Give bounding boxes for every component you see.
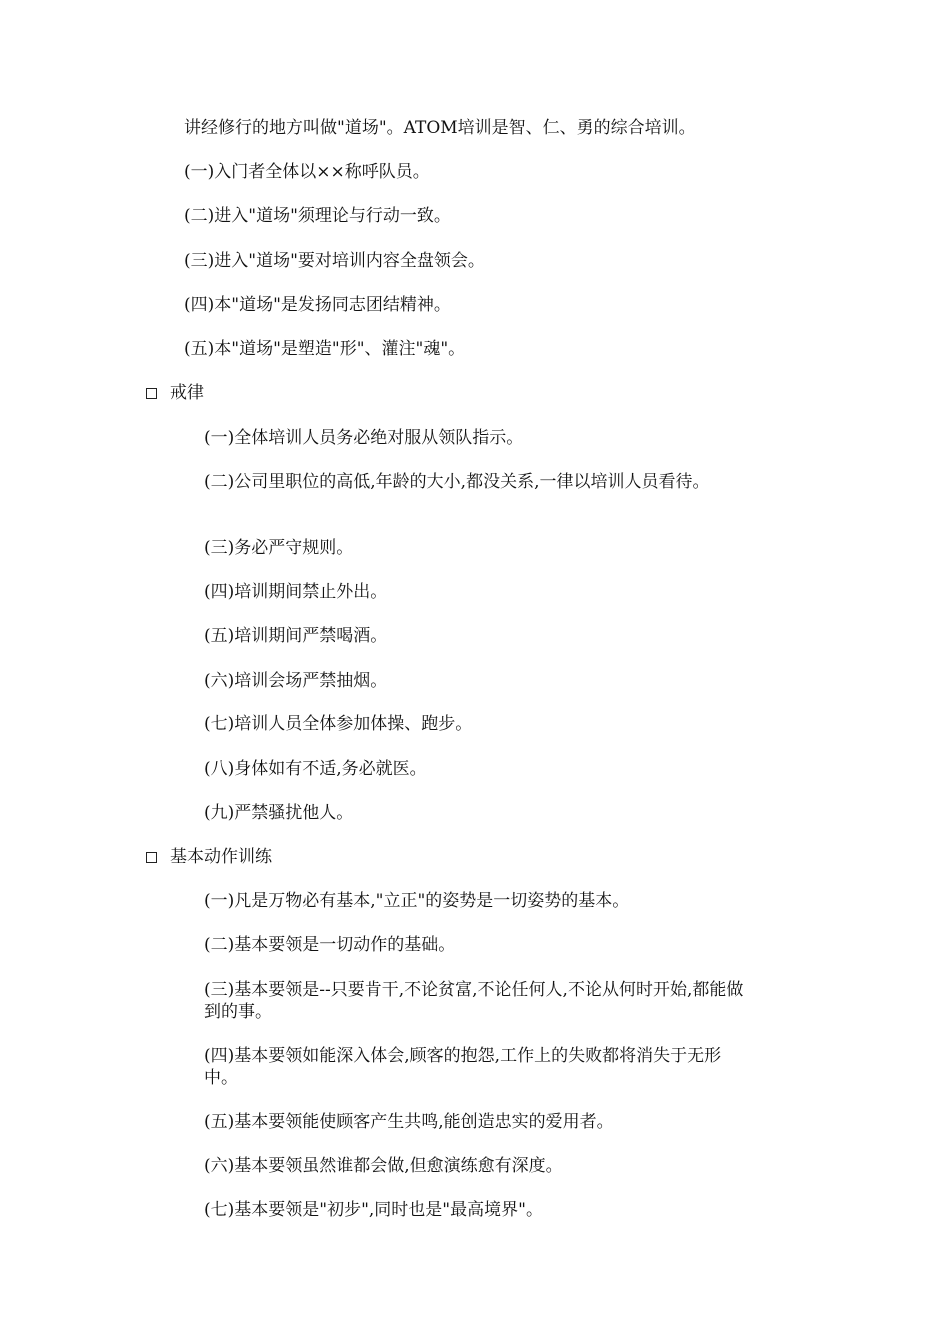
intro-item-2: (二)进入"道场"须理论与行动一致。 xyxy=(184,206,451,226)
training-item-7: (七)基本要领是"初步",同时也是"最高境界"。 xyxy=(204,1200,543,1220)
intro-item-1: (一)入门者全体以××称呼队员。 xyxy=(184,162,430,182)
checkbox-icon xyxy=(146,852,157,863)
discipline-item-8: (八)身体如有不适,务必就医。 xyxy=(204,759,427,779)
discipline-item-1: (一)全体培训人员务必绝对服从领队指示。 xyxy=(204,428,524,448)
training-item-2: (二)基本要领是一切动作的基础。 xyxy=(204,935,456,955)
intro-item-5: (五)本"道场"是塑造"形"、灌注"魂"。 xyxy=(184,339,466,359)
section-heading-discipline xyxy=(146,382,204,404)
discipline-item-6: (六)培训会场严禁抽烟。 xyxy=(204,671,388,691)
discipline-item-2: (二)公司里职位的高低,年龄的大小,都没关系,一律以培训人员看待。 xyxy=(204,472,710,492)
intro-lead: 讲经修行的地方叫做"道场"。ATOM培训是智、仁、勇的综合培训。 xyxy=(184,118,696,138)
training-item-4: (四)基本要领如能深入体会,顾客的抱怨,工作上的失败都将消失于无形中。 xyxy=(204,1046,722,1088)
discipline-item-4: (四)培训期间禁止外出。 xyxy=(204,582,388,602)
training-item-5: (五)基本要领能使顾客产生共鸣,能创造忠实的爱用者。 xyxy=(204,1112,614,1132)
discipline-item-3: (三)务必严守规则。 xyxy=(204,538,354,558)
section-title: 戒律 xyxy=(170,383,204,403)
intro-item-4: (四)本"道场"是发扬同志团结精神。 xyxy=(184,295,451,315)
training-item-1: (一)凡是万物必有基本,"立正"的姿势是一切姿势的基本。 xyxy=(204,891,630,911)
intro-item-3: (三)进入"道场"要对培训内容全盘领会。 xyxy=(184,251,485,271)
training-item-3: (三)基本要领是--只要肯干,不论贫富,不论任何人,不论从何时开始,都能做到的事。 xyxy=(204,980,744,1022)
discipline-item-7: (七)培训人员全体参加体操、跑步。 xyxy=(204,714,473,734)
training-item-6: (六)基本要领虽然谁都会做,但愈演练愈有深度。 xyxy=(204,1156,563,1176)
discipline-item-9: (九)严禁骚扰他人。 xyxy=(204,803,354,823)
checkbox-icon xyxy=(146,388,157,399)
section-title: 基本动作训练 xyxy=(170,847,272,867)
discipline-item-5: (五)培训期间严禁喝酒。 xyxy=(204,626,388,646)
section-heading-basic-training xyxy=(146,846,272,868)
